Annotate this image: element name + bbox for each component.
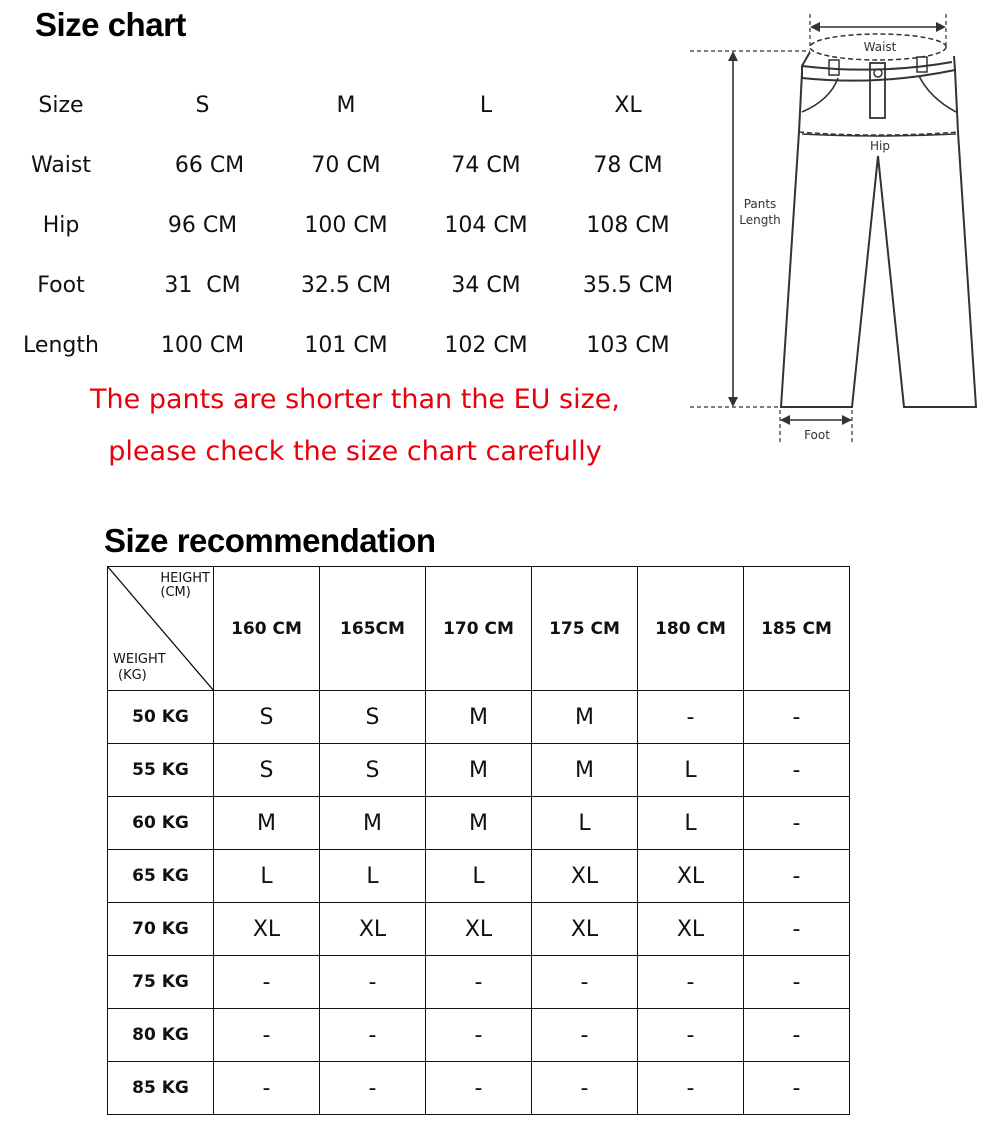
row-header-weight: 75 KG (108, 956, 214, 1009)
column-header-l: L (479, 93, 493, 118)
cell-value: 100 CM (304, 213, 388, 238)
size-cell: M (426, 691, 532, 744)
size-cell: - (320, 956, 426, 1009)
size-cell: - (214, 1062, 320, 1115)
table-row (108, 850, 850, 903)
table-row (108, 956, 850, 1009)
pants-diagram-icon (690, 0, 1000, 450)
cell-value: 101 CM (304, 333, 388, 358)
row-header-weight: 80 KG (108, 1009, 214, 1062)
size-cell: L (638, 744, 744, 797)
size-cell: L (638, 797, 744, 850)
cell-value: 108 CM (586, 213, 670, 238)
size-cell: XL (638, 850, 744, 903)
cell-value: 78 CM (593, 153, 663, 178)
row-label: Hip (42, 213, 80, 238)
row-label: Length (23, 333, 99, 358)
cell-value: 32.5 CM (300, 273, 392, 298)
size-cell: M (426, 797, 532, 850)
size-cell: - (214, 1009, 320, 1062)
size-cell: - (320, 1062, 426, 1115)
size-cell: - (744, 1062, 850, 1115)
size-chart-row-length (0, 316, 700, 376)
row-header-weight: 85 KG (108, 1062, 214, 1115)
column-header-height: 180 CM (638, 567, 744, 691)
size-warning-line-1: The pants are shorter than the EU size, (90, 384, 620, 415)
size-cell: - (744, 903, 850, 956)
size-cell: - (532, 1009, 638, 1062)
cell-value: 100 CM (160, 333, 245, 358)
size-cell: XL (532, 850, 638, 903)
row-header-weight: 60 KG (108, 797, 214, 850)
cell-value: 96 CM (167, 213, 238, 238)
size-cell: XL (214, 903, 320, 956)
size-cell: M (532, 744, 638, 797)
size-cell: - (744, 850, 850, 903)
size-cell: L (426, 850, 532, 903)
size-cell: S (214, 744, 320, 797)
size-warning-line-2: please check the size chart carefully (108, 436, 602, 467)
table-corner-cell (108, 567, 214, 691)
cell-value: 104 CM (444, 213, 528, 238)
waist-label: Waist (863, 40, 897, 54)
column-header-s: S (195, 93, 210, 118)
column-header-height: 160 CM (214, 567, 320, 691)
size-cell: - (532, 956, 638, 1009)
size-cell: - (744, 691, 850, 744)
size-cell: - (426, 1062, 532, 1115)
cell-value: 70 CM (311, 153, 381, 178)
size-cell: L (320, 850, 426, 903)
cell-value: 103 CM (586, 333, 670, 358)
row-label: Waist (30, 153, 92, 178)
column-header-height: 175 CM (532, 567, 638, 691)
size-chart-row-waist (0, 136, 700, 196)
size-chart-header-row (0, 76, 700, 136)
pants-length-label-1: Pants (743, 197, 777, 211)
row-header-weight: 65 KG (108, 850, 214, 903)
size-cell: - (638, 1062, 744, 1115)
size-cell: S (214, 691, 320, 744)
table-row (108, 903, 850, 956)
cell-value: 34 CM (451, 273, 521, 298)
size-cell: M (320, 797, 426, 850)
height-axis-label: HEIGHT (CM) (160, 571, 210, 600)
table-row (108, 691, 850, 744)
size-chart-row-foot (0, 256, 700, 316)
table-row (108, 1009, 850, 1062)
weight-axis-label: WEIGHT (KG) (113, 652, 166, 683)
size-cell: S (320, 691, 426, 744)
row-header-weight: 70 KG (108, 903, 214, 956)
size-chart-row-hip (0, 196, 700, 256)
size-cell: M (214, 797, 320, 850)
cell-value: 35.5 CM (582, 273, 674, 298)
row-header-weight: 50 KG (108, 691, 214, 744)
cell-value: 66 CM (174, 153, 245, 178)
size-cell: L (532, 797, 638, 850)
size-cell: - (744, 797, 850, 850)
size-cell: - (320, 1009, 426, 1062)
column-header-size: Size (38, 93, 84, 118)
row-header-weight: 55 KG (108, 744, 214, 797)
size-cell: XL (320, 903, 426, 956)
size-cell: - (638, 956, 744, 1009)
size-recommendation-table (107, 566, 850, 1115)
size-cell: - (744, 744, 850, 797)
size-cell: - (744, 1009, 850, 1062)
column-header-m: M (336, 93, 356, 118)
foot-label: Foot (804, 428, 830, 442)
cell-value: 74 CM (451, 153, 521, 178)
cell-value: 31 CM (164, 273, 241, 298)
size-cell: XL (638, 903, 744, 956)
size-cell: M (532, 691, 638, 744)
size-chart-title: Size chart (35, 6, 186, 43)
column-header-height: 165CM (320, 567, 426, 691)
pants-length-label-2: Length (739, 213, 781, 227)
size-cell: - (426, 956, 532, 1009)
column-header-xl: XL (614, 93, 642, 118)
size-cell: - (214, 956, 320, 1009)
size-cell: XL (426, 903, 532, 956)
pants-measurement-diagram (690, 0, 1000, 450)
size-cell: - (638, 691, 744, 744)
column-header-height: 185 CM (744, 567, 850, 691)
size-cell: M (426, 744, 532, 797)
table-row (108, 797, 850, 850)
table-header-row (108, 567, 850, 691)
size-cell: - (638, 1009, 744, 1062)
row-label: Foot (37, 273, 85, 298)
size-cell: XL (532, 903, 638, 956)
size-cell: - (426, 1009, 532, 1062)
size-cell: - (744, 956, 850, 1009)
size-cell: S (320, 744, 426, 797)
hip-label: Hip (870, 139, 890, 153)
size-cell: - (532, 1062, 638, 1115)
size-recommendation-title: Size recommendation (104, 522, 436, 559)
table-row (108, 1062, 850, 1115)
column-header-height: 170 CM (426, 567, 532, 691)
size-cell: L (214, 850, 320, 903)
cell-value: 102 CM (444, 333, 528, 358)
table-row (108, 744, 850, 797)
